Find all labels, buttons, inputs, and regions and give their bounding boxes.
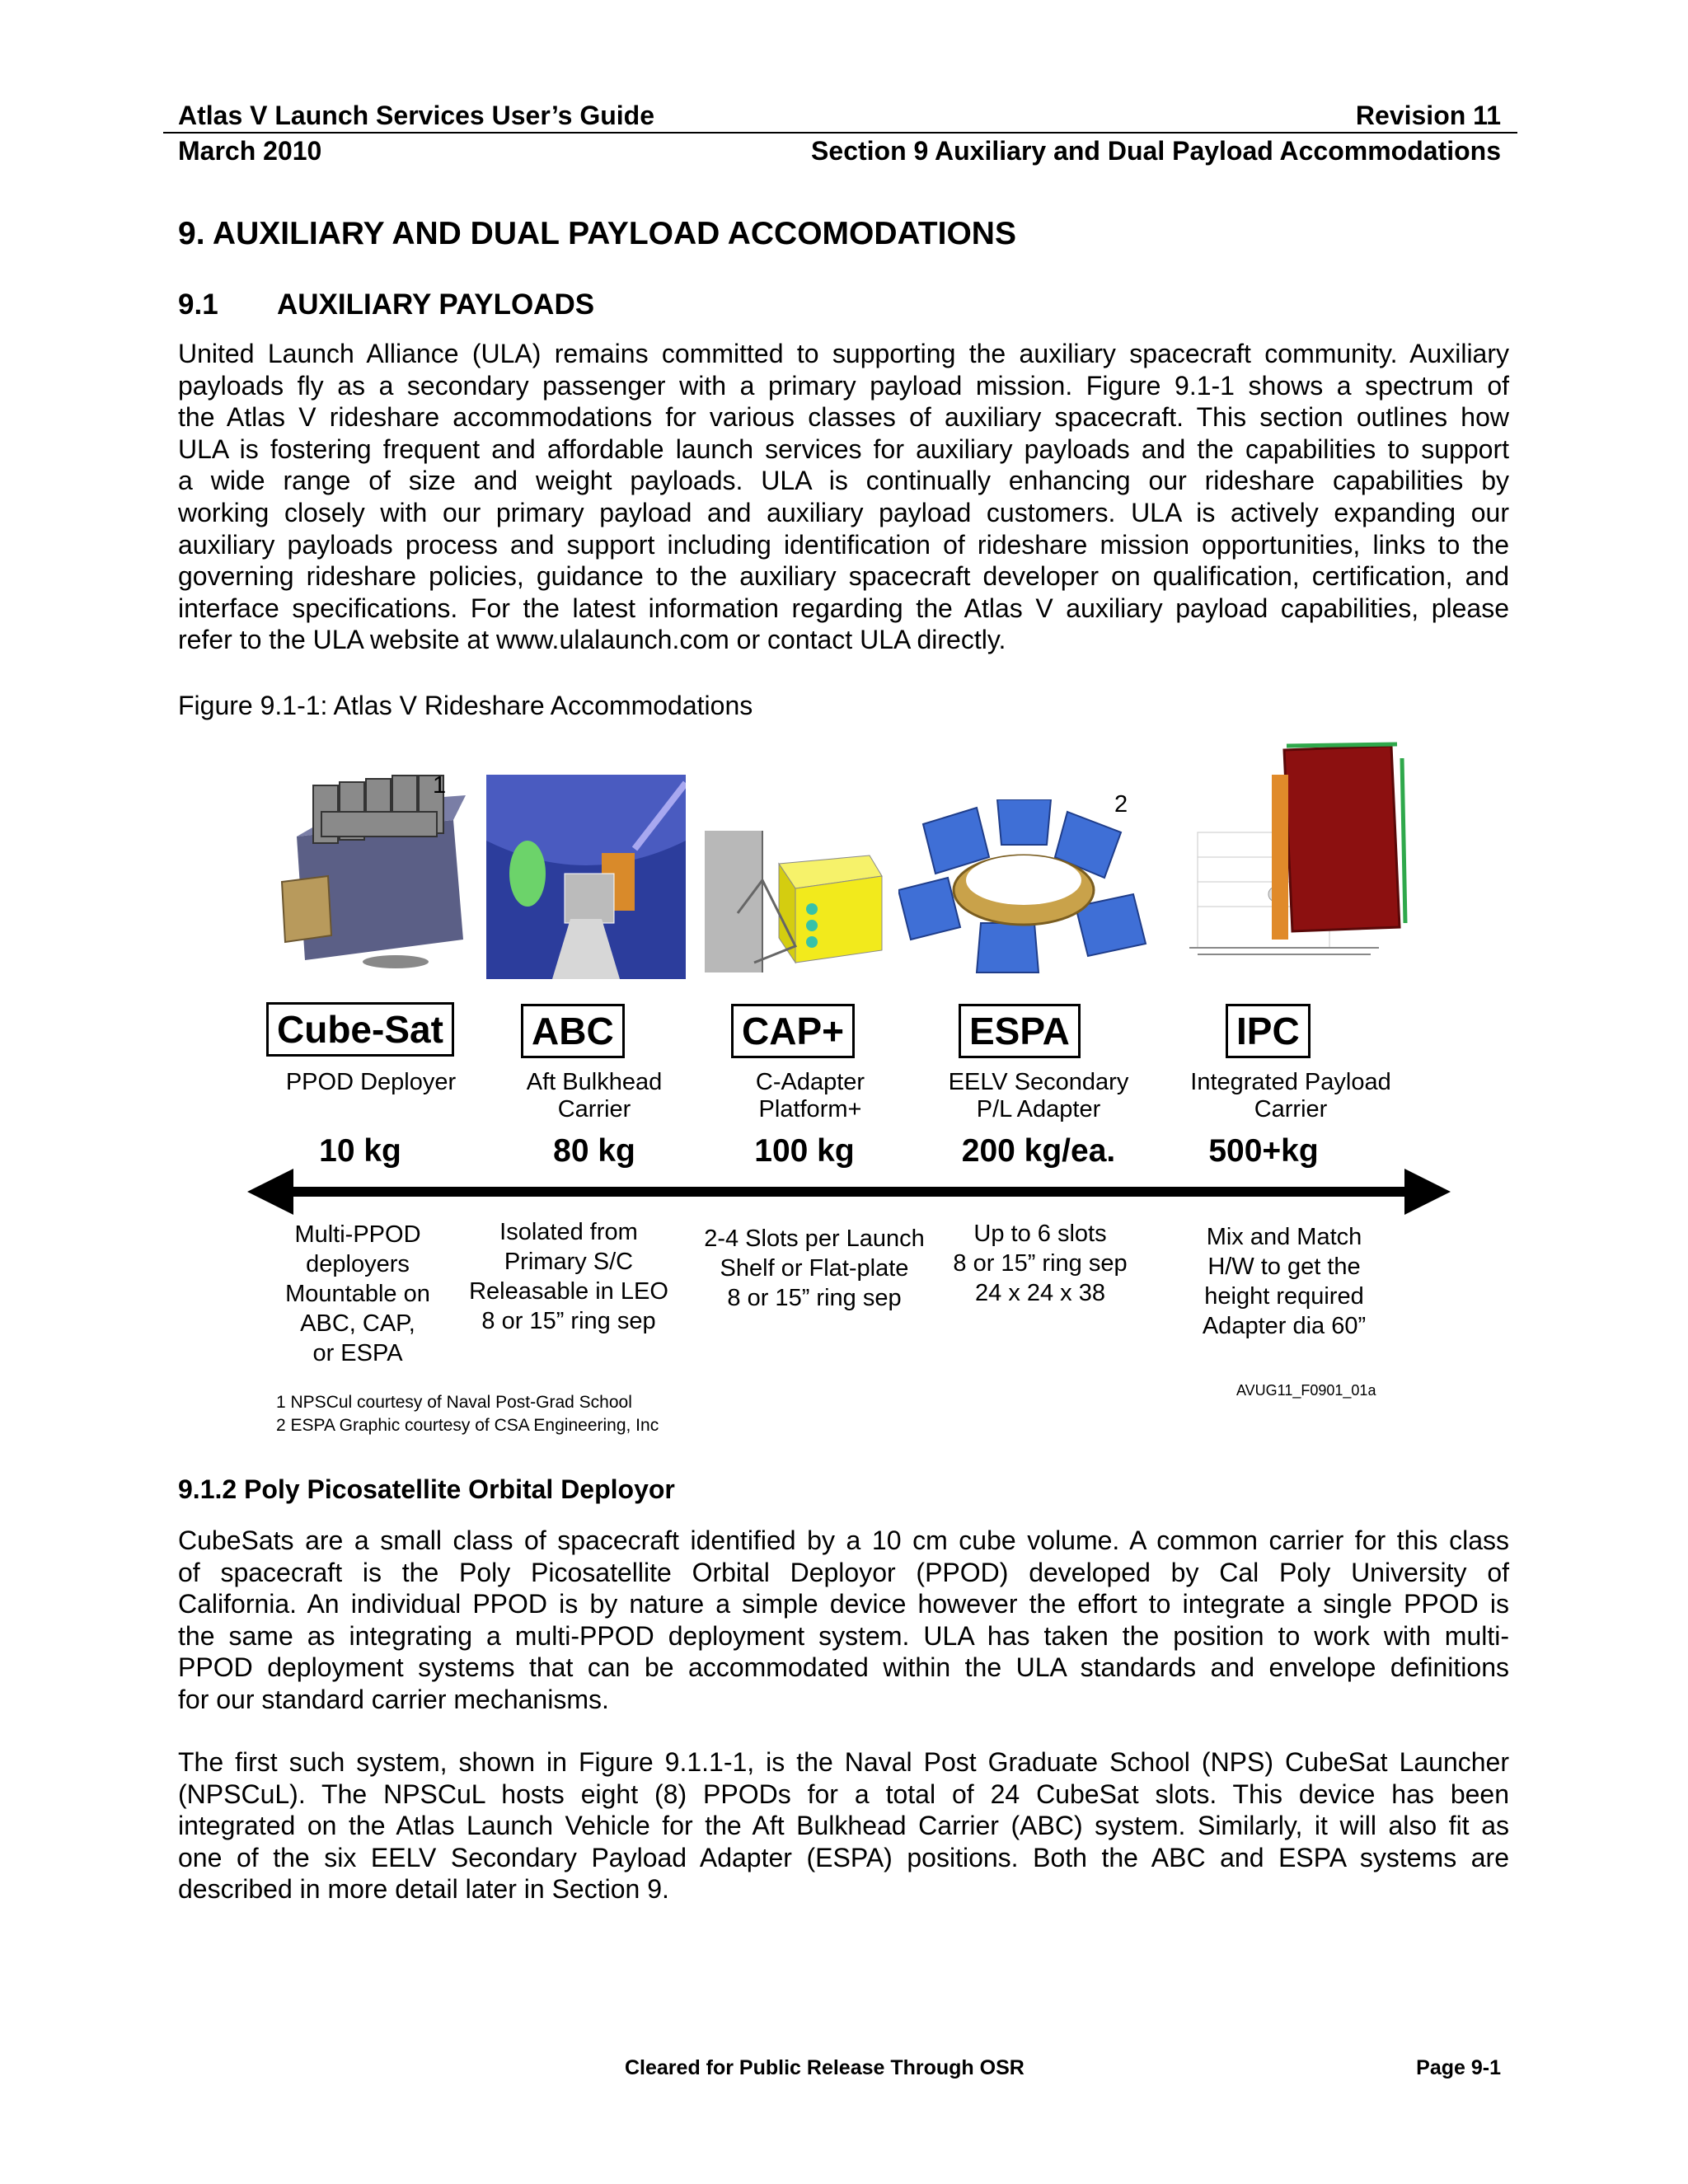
npscul-paragraph: [178, 1746, 1509, 1905]
cube-sat-weight: 10 kg: [319, 1133, 401, 1169]
text-line: (NPSCuL). The NPSCuL hosts eight (8) PPODs for a total of 24 CubeSat slots. This device has been: [178, 1779, 1509, 1809]
label-cap-plus: CAP+: [731, 1004, 855, 1058]
cube-sat-desc: Multi-PPOD deployers Mountable on ABC, CAP, or ESPA: [285, 1221, 430, 1366]
figure-id: AVUG11_F0901_01a: [1236, 1382, 1376, 1399]
ipc-weight: 500+kg: [1208, 1133, 1319, 1169]
doc-date: March 2010: [178, 136, 322, 166]
text-line: payloads fly as a secondary passenger with a primary payload mission. Figure 9.1-1 shows a spectrum of: [178, 370, 1509, 401]
text-line: a wide range of size and weight payloads. ULA is continually enhancing our rideshare capabilities by: [178, 466, 1509, 496]
text-line: for our standard carrier mechanisms.: [178, 1684, 609, 1714]
ipc-image: [1140, 742, 1412, 997]
text-line: CubeSats are a small class of spacecraft identified by a 10 cm cube volume. A common carrier for this class: [178, 1526, 1509, 1555]
label-espa: ESPA: [959, 1004, 1081, 1058]
ipc-sub: Integrated Payload Carrier: [1190, 1069, 1391, 1122]
abc-weight: 80 kg: [553, 1133, 635, 1169]
text-line: The first such system, shown in Figure 9.1.1-1, is the Naval Post Graduate School (NPS) CubeSat Launcher: [178, 1747, 1509, 1777]
text-line: integrated on the Atlas Launch Vehicle for the Aft Bulkhead Carrier (ABC) system. Similarly, it will also fit as: [178, 1811, 1509, 1841]
label-ipc: IPC: [1226, 1004, 1311, 1058]
page-number: Page 9-1: [1416, 2056, 1501, 2079]
weight-scale-arrow: [247, 1169, 1451, 1215]
abc-image: [486, 775, 686, 979]
espa-sub: EELV Secondary P/L Adapter: [948, 1069, 1129, 1122]
text-line: auxiliary payloads process and support including identification of rideshare mission opportunities, links to the: [178, 529, 1509, 560]
cube-tan-box: [282, 876, 331, 942]
espa-desc: Up to 6 slots 8 or 15” ring sep 24 x 24 x 38: [953, 1221, 1128, 1306]
abc-sub: Aft Bulkhead Carrier: [526, 1069, 663, 1122]
subsection-number: 9.1: [178, 288, 218, 321]
label-cube-sat: Cube-Sat: [266, 1002, 454, 1057]
cap-desc: 2-4 Slots per Launch Shelf or Flat-plate 8 or 15” ring sep: [704, 1226, 925, 1311]
subsubsection-title: 9.1.2 Poly Picosatellite Orbital Deployor: [178, 1474, 675, 1504]
figure-note-1: 1 NPSCul courtesy of Naval Post-Grad School: [276, 1393, 632, 1412]
text-line: interface specifications. For the latest information regarding the Atlas V auxiliary payload capabilities, please: [178, 593, 1509, 623]
text-line: working closely with our primary payload and auxiliary payload customers. ULA is actively expanding our: [178, 497, 1509, 527]
text-line: of spacecraft is the Poly Picosatellite Orbital Deployor (PPOD) developed by Cal Poly University of: [178, 1557, 1509, 1587]
text-line: described in more detail later in Section 9.: [178, 1874, 669, 1905]
espa-image: [898, 799, 1150, 977]
text-line: one of the six EELV Secondary Payload Adapter (ESPA) positions. Both the ABC and ESPA systems are: [178, 1842, 1509, 1872]
subsection-title: AUXILIARY PAYLOADS: [277, 288, 595, 321]
text-line: United Launch Alliance (ULA) remains committed to supporting the auxiliary spacecraft community. Auxiliary: [178, 339, 1509, 368]
ipc-red-payload: [1284, 746, 1400, 931]
espa-weight: 200 kg/ea.: [961, 1133, 1116, 1169]
ipc-desc: Mix and Match H/W to get the height required Adapter dia 60”: [1202, 1224, 1367, 1339]
text-line: governing rideshare policies, guidance to the auxiliary spacecraft developer on qualification, certification, and: [178, 561, 1509, 592]
text-line: refer to the ULA website at www.ulalaunch.com or contact ULA directly.: [178, 625, 1006, 655]
doc-title: Atlas V Launch Services User’s Guide: [178, 101, 655, 130]
footnote-marker-2: 2: [1114, 791, 1128, 818]
cube-sat-sub: PPOD Deployer: [285, 1069, 457, 1095]
figure-caption: Figure 9.1-1: Atlas V Rideshare Accommodations: [178, 691, 753, 720]
cap-image: [705, 831, 923, 972]
text-line: the same as integrating a multi-PPOD deployment system. ULA has taken the position to work with multi-: [178, 1620, 1509, 1651]
cap-sub: C-Adapter Platform+: [755, 1069, 865, 1122]
text-line: ULA is fostering frequent and affordable launch services for auxiliary payloads and the capabilities to support: [178, 434, 1509, 464]
figure-note-2: 2 ESPA Graphic courtesy of CSA Engineering, Inc: [276, 1416, 659, 1435]
ppod-paragraph: [178, 1525, 1509, 1716]
abc-desc: Isolated from Primary S/C Releasable in LEO 8 or 15” ring sep: [469, 1219, 668, 1334]
release-notice: Cleared for Public Release Through OSR: [625, 2056, 1025, 2079]
text-line: the Atlas V rideshare accommodations for various classes of auxiliary spacecraft. This section outlines how: [178, 402, 1509, 433]
cap-weight: 100 kg: [754, 1133, 855, 1169]
section-title: 9. AUXILIARY AND DUAL PAYLOAD ACCOMODATIONS: [178, 216, 1016, 251]
footnote-marker-1: 1: [433, 772, 447, 799]
text-line: PPOD deployment systems that can be accommodated within the ULA standards and envelope definitions: [178, 1652, 1509, 1683]
label-abc: ABC: [521, 1004, 625, 1058]
revision: Revision 11: [1355, 101, 1501, 130]
cubesat-image: [272, 771, 470, 972]
section-name: Section 9 Auxiliary and Dual Payload Accommodations: [811, 136, 1501, 166]
text-line: California. An individual PPOD is by nature a simple device however the effort to integrate a single PPOD is: [178, 1589, 1509, 1619]
